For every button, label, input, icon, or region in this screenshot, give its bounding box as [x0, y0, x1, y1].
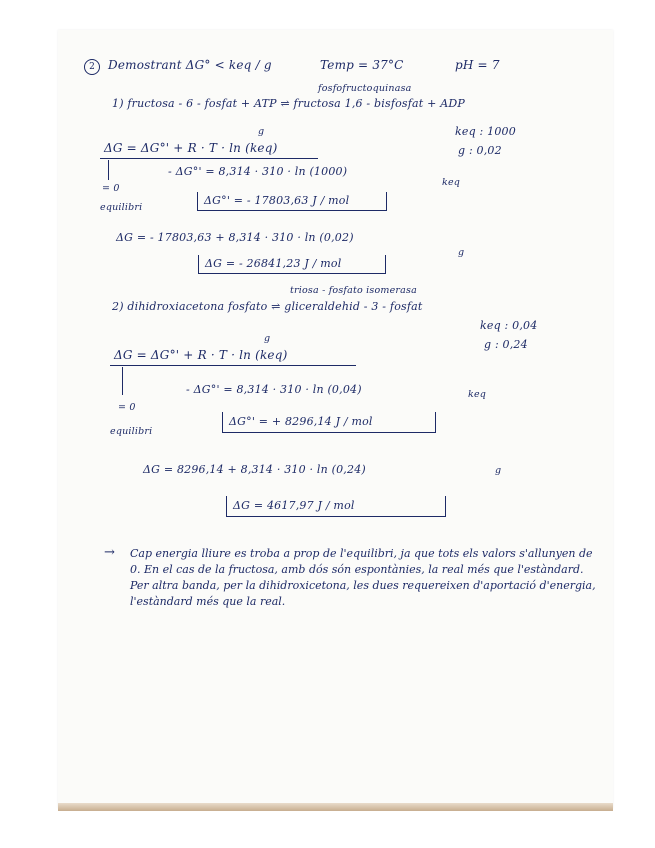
header-ph: pH = 7 — [455, 58, 500, 72]
part1-step2: ΔG = - 17803,63 + 8,314 · 310 · ln (0,02) — [116, 231, 354, 244]
part2-step2: ΔG = 8296,14 + 8,314 · 310 · ln (0,24) — [143, 463, 366, 476]
part2-g: g : 0,24 — [484, 338, 528, 351]
conclusion-arrow-icon: → — [104, 545, 116, 560]
part1-formula-underline — [100, 158, 318, 159]
header-title: Demostrant ΔG° < keq / g — [108, 58, 272, 72]
part1-reaction: 1) fructosa - 6 - fosfat + ATP ⇌ fructosa 1,6 - bisfosfat + ADP — [112, 97, 466, 110]
part2-result1: ΔG°' = + 8296,14 J / mol — [229, 415, 373, 428]
part2-enzyme: triosa - fosfato isomerasa — [290, 285, 417, 296]
part1-g: g : 0,02 — [458, 144, 502, 157]
part2-step1: - ΔG°' = 8,314 · 310 · ln (0,04) — [186, 383, 362, 396]
header-temp: Temp = 37°C — [320, 58, 404, 72]
part1-g-note: g — [458, 247, 465, 258]
part2-keq-note: keq — [468, 389, 487, 400]
part2-equilibri: equilibri — [110, 426, 153, 437]
part1-formula: ΔG = ΔG°' + R · T · ln (keq) — [104, 141, 278, 155]
problem-number: 2 — [84, 59, 100, 75]
part1-step1: - ΔG°' = 8,314 · 310 · ln (1000) — [168, 165, 348, 178]
part2-g-over-keq: g — [264, 333, 271, 344]
page-edge — [58, 803, 613, 811]
part1-equilibri: equilibri — [100, 202, 143, 213]
down-arrow-icon — [108, 160, 109, 180]
part1-enzyme: fosfofructoquinasa — [318, 83, 412, 94]
part1-result1: ΔG°' = - 17803,63 J / mol — [204, 194, 350, 207]
conclusion-text: Cap energia lliure es troba a prop de l'equilibri, ja que tots els valors s'allunyen de 0. En el cas de la fructosa, amb dós són espontànies, la real més que l'estàndard. Per altra banda, per la dihidroxicetona, les dues requereixen d'aportació d'energia, l'estàndard més que la real. — [130, 547, 596, 608]
part2-reaction: 2) dihidroxiacetona fosfato ⇌ gliceraldehid - 3 - fosfat — [112, 300, 423, 313]
part2-keq: keq : 0,04 — [480, 319, 538, 332]
part2-formula-underline — [110, 365, 356, 366]
down-arrow-icon — [122, 367, 123, 395]
part2-g-note: g — [495, 465, 502, 476]
part1-zero: = 0 — [102, 183, 120, 194]
part2-result2: ΔG = 4617,97 J / mol — [233, 499, 355, 512]
part2-formula: ΔG = ΔG°' + R · T · ln (keq) — [114, 348, 288, 362]
part2-zero: = 0 — [118, 402, 136, 413]
part1-g-over-keq: g — [258, 126, 265, 137]
part1-keq: keq : 1000 — [455, 125, 516, 138]
part1-result2: ΔG = - 26841,23 J / mol — [205, 257, 342, 270]
part1-keq-note: keq — [442, 177, 461, 188]
